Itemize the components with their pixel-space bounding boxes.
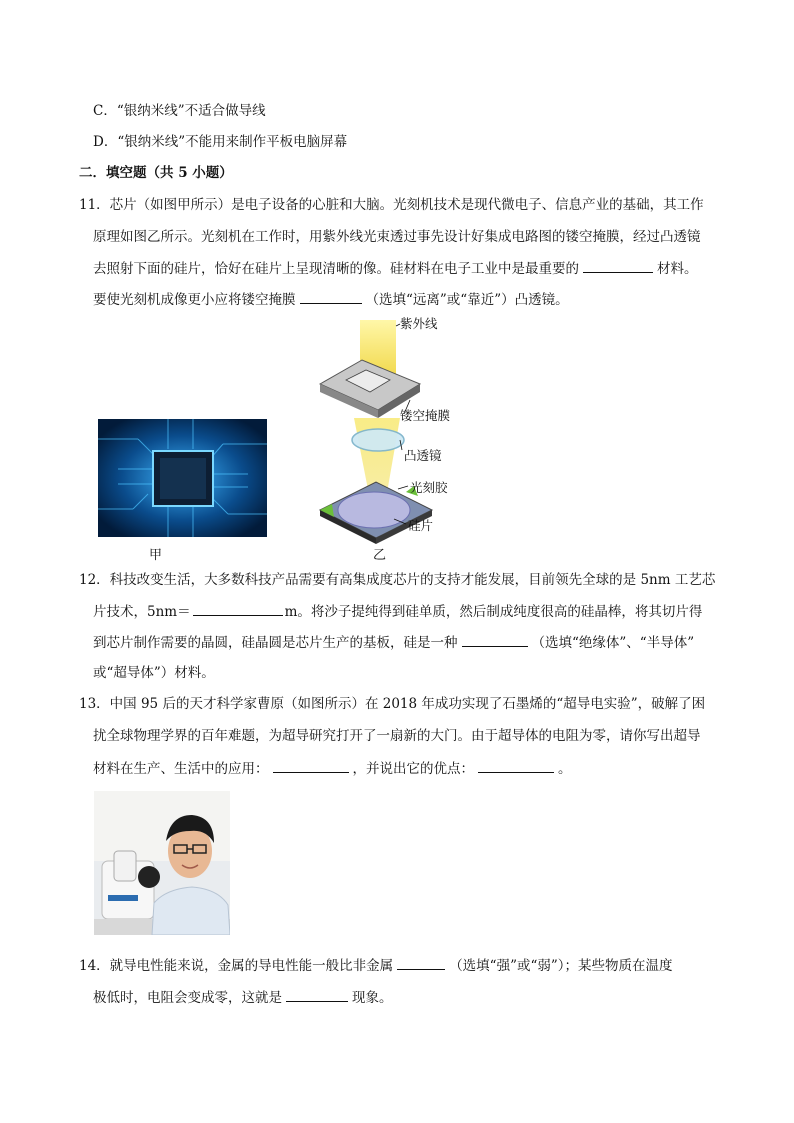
q12-blank-2[interactable] [462, 632, 528, 647]
q12-line-2-text: 片技术，5nm＝ [93, 604, 191, 620]
q13-line-3-text: 材料在生产、生活中的应用： [93, 761, 269, 777]
q11-line-2: 原理如图乙所示。光刻机在工作时，用紫外线光束透过事先设计好集成电路图的镂空掩膜，经过凸透镜 [93, 229, 701, 245]
q13-line-2: 扰全球物理学界的百年难题，为超导研究打开了一扇新的大门。由于超导体的电阻为零，请你写出超导 [93, 728, 701, 744]
q14-line-1-end: （选填“强”或“弱”）；某些物质在温度 [449, 958, 673, 974]
q13-blank-2[interactable] [478, 758, 554, 773]
option-d: D．“银纳米线”不能用来制作平板电脑屏幕 [93, 134, 348, 150]
q11-line-3-text: 去照射下面的硅片，恰好在硅片上呈现清晰的像。硅材料在电子工业中是最重要的 [93, 261, 579, 277]
q14-line-2 [93, 987, 393, 1008]
q11-line-3-end: 材料。 [657, 261, 698, 277]
convex-lens [352, 429, 404, 451]
caption-jia: 甲 [149, 548, 163, 563]
label-mask: 镂空掩膜 [400, 408, 451, 423]
q14-line-2-text: 极低时，电阻会变成零，这就是 [93, 990, 282, 1006]
q13-blank-1[interactable] [273, 758, 349, 773]
chip-photo [98, 419, 267, 537]
label-resist: 光刻胶 [410, 480, 448, 495]
scientist-photo [94, 791, 230, 935]
q11-line-3 [93, 258, 698, 279]
q13-line-1: 13．中国 95 后的天才科学家曹原（如图所示）在 2018 年成功实现了石墨烯的“超导电实验”，破解了困 [79, 696, 706, 712]
q11-blank-1[interactable] [583, 258, 653, 273]
q12-line-4: 或“超导体”）材料。 [93, 665, 215, 681]
lithography-diagram [310, 314, 480, 560]
q14-blank-1[interactable] [397, 955, 445, 970]
q12-line-2 [93, 601, 702, 622]
q12-line-3-end: （选填“绝缘体”、“半导体” [531, 635, 695, 651]
q11-line-4 [93, 289, 569, 310]
q11-line-4-end: （选填“远离”或“靠近”）凸透镜。 [365, 292, 569, 308]
q12-line-1: 12．科技改变生活，大多数科技产品需要有高集成度芯片的支持才能发展，目前领先全球的是 5nm 工艺芯 [79, 572, 716, 588]
caption-yi: 乙 [373, 548, 387, 563]
q13-line-3-end: 。 [558, 761, 572, 777]
q12-line-3-text: 到芯片制作需要的晶圆，硅晶圆是芯片生产的基板，硅是一种 [93, 635, 458, 651]
q12-line-2-end: m。将沙子提纯得到硅单质，然后制成纯度很高的硅晶棒，将其切片得 [284, 604, 703, 620]
label-wafer: 硅片 [408, 518, 434, 533]
q14-line-2-end: 现象。 [352, 990, 393, 1006]
q14-line-1 [79, 955, 673, 976]
q11-line-1: 11．芯片（如图甲所示）是电子设备的心脏和大脑。光刻机技术是现代微电子、信息产业的基础，其工作 [79, 197, 704, 213]
q12-blank-1[interactable] [193, 601, 283, 616]
q14-blank-2[interactable] [286, 987, 348, 1002]
q12-line-3 [93, 632, 694, 653]
q13-line-3 [93, 758, 572, 779]
q13-line-3-mid: ，并说出它的优点： [352, 761, 474, 777]
section-title: 二．填空题（共 5 小题） [79, 165, 233, 181]
label-lens: 凸透镜 [404, 448, 442, 463]
q11-blank-2[interactable] [300, 289, 362, 304]
q11-line-4-text: 要使光刻机成像更小应将镂空掩膜 [93, 292, 296, 308]
label-uv: 紫外线 [400, 316, 438, 331]
q14-line-1-text: 14．就导电性能来说，金属的导电性能一般比非金属 [79, 958, 394, 974]
option-c: C．“银纳米线”不适合做导线 [93, 103, 266, 119]
